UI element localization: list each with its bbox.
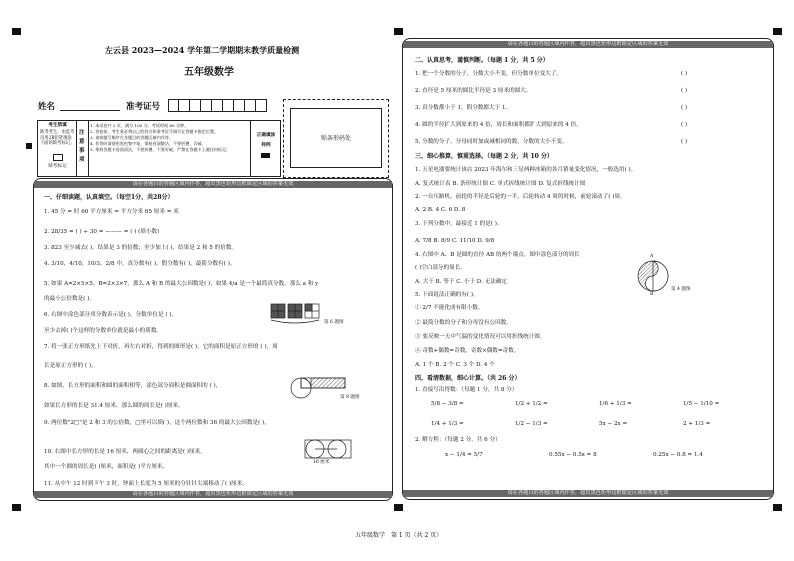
choice-4-options[interactable]: A. 大于 B. 等于 C. 小于 D. 无法确定 bbox=[415, 279, 508, 285]
judge-5: 5. 分数的分子、分母同时加或减相同的数，分数的大小不变。 bbox=[415, 139, 568, 145]
question-3[interactable]: 3. 823 至少减去( )，结果是 3 的倍数；至少加上( )，结果是 2 和 5 的倍数。 bbox=[44, 245, 238, 251]
calc-item[interactable]: 1/5 − 1/10 = bbox=[683, 401, 720, 407]
section-4-title: 四、看清数据，细心计算。（共 26 分） bbox=[415, 375, 521, 382]
question-11[interactable]: 11. 从中午 12 时到下午 3 时，钟面上长度为 5 厘米的分针针尖端移动了( )厘米。 bbox=[44, 481, 248, 487]
exam-title: 左云县 2023—2024 学年第二学期期末教学质量检测 bbox=[105, 45, 300, 55]
question-1[interactable]: 1. 45 分 = 时 60 平方厘米 = 平方分米 65 厘米 = 米 bbox=[44, 209, 179, 215]
choice-1[interactable]: 1. 五星电器要统计该店 2023 年海尔和三星两种冰箱的各月销量变化情况，一般选用( )。 bbox=[415, 167, 637, 173]
choice-4-cont[interactable]: ( )空白部分的周长。 bbox=[415, 265, 466, 271]
page-footer: 五年级数学 第 1 页（共 2 页） bbox=[355, 532, 443, 539]
choice-4[interactable]: 4. 右图中 A、B 是圆的直径 AB 的两个端点，图中涂色部分的周长 bbox=[415, 252, 580, 258]
absent-mark-label: 缺考标记 bbox=[48, 164, 67, 169]
registration-mark bbox=[394, 504, 403, 511]
section-1-title: 一、仔细读题，认真填空。（每空1分，共28分） bbox=[44, 194, 174, 201]
exam-no-boxes[interactable] bbox=[168, 99, 267, 112]
fill-sample-box bbox=[261, 153, 270, 158]
note-item: 4. 作答时请使用黑色签字笔，保持卷面整洁，不要折叠、弄破。 bbox=[90, 141, 206, 146]
judge-5-answer[interactable]: ( ) bbox=[681, 139, 688, 145]
question-8[interactable]: 8. 如图，长方形的面积和圆的面积相等，涂色部分面积是圆面积的 ( )， bbox=[44, 383, 222, 389]
sample-label: 样例 bbox=[261, 143, 271, 148]
calc-item[interactable]: 5x − 2x = bbox=[599, 421, 628, 427]
judge-3: 3. 真分数都小于 1，假分数都大于 1。 bbox=[415, 105, 512, 111]
calc-item[interactable]: 1/2 − 1/3 = bbox=[515, 421, 548, 427]
equation-title: 2. 解方程：（每题 2 分，共 6 分） bbox=[415, 437, 501, 443]
choice-2[interactable]: 2. 一台压路机，前轮的半径是后轮的一半，后轮转动 4 周的时候，前轮滚动了( )周。 bbox=[415, 194, 626, 200]
student-fill-label: 考生禁填 bbox=[48, 123, 67, 128]
choice-5-statement-1: ① 2/7 不能化成有限小数。 bbox=[415, 305, 484, 311]
circle-shaded-figure bbox=[635, 257, 671, 297]
choice-3[interactable]: 3. 下列分数中，最接近 1 的是( )。 bbox=[415, 221, 503, 227]
absent-mark-box[interactable] bbox=[53, 154, 63, 161]
exam-no-label: 准考证号 bbox=[126, 102, 161, 112]
registration-mark bbox=[773, 28, 782, 35]
equation-3[interactable]: 0.25x − 0.8 = 1.4 bbox=[653, 452, 703, 458]
judge-2: 2. 直径是 5 厘米的圆比半径是 3 厘米的圆大。 bbox=[415, 88, 532, 94]
registration-mark bbox=[12, 28, 21, 35]
choice-2-options[interactable]: A. 2 B. 4 C. 6 D. 8 bbox=[415, 207, 466, 213]
point-b-label: B bbox=[650, 292, 654, 297]
choice-5-statement-2: ② 最简分数的分子和分母没有公因数。 bbox=[415, 320, 512, 326]
barcode-label: 贴条形码处 bbox=[320, 135, 351, 142]
judge-1: 1. 把一个分数的分子，分数大小不变，但分数单位变大了。 bbox=[415, 71, 562, 77]
answer-region-notice: 请在各题目的答题区域内作答，超出黑色矩形边框限定区域的答案无效 bbox=[34, 491, 392, 498]
question-10-cont[interactable]: 其中一个圆的周长是( )厘米，面积是( )平方厘米。 bbox=[44, 464, 169, 470]
judge-4-answer[interactable]: ( ) bbox=[681, 122, 688, 128]
question-7-cont[interactable]: 长是原正方形的 ( )。 bbox=[44, 363, 97, 369]
question-2[interactable]: 2. 28/35 = ( ) ÷ 30 = ——— = ( ) (填小数) bbox=[44, 229, 160, 235]
figure-10-caption: 16 厘米 bbox=[313, 460, 330, 465]
two-circles-figure bbox=[304, 439, 356, 465]
question-5[interactable]: 5. 如果 A=2×5×5，B=2×3×7，那么 A 和 B 的最大公因数是( )；如果 4/a 是一个最简真分数，那么 a 和 y bbox=[44, 281, 319, 287]
subject-title: 五年级数学 bbox=[184, 67, 234, 78]
figure-8-caption: 第 8 题图 bbox=[340, 395, 360, 400]
judge-2-answer[interactable]: ( ) bbox=[681, 88, 688, 94]
point-a-label: A bbox=[650, 254, 654, 259]
correct-fill-label: 正确填涂 bbox=[256, 133, 276, 138]
calc-item[interactable]: 1/2 + 1/2 = bbox=[515, 401, 548, 407]
registration-mark bbox=[26, 143, 32, 149]
equation-2[interactable]: 0.55x − 0.5x = 8 bbox=[549, 452, 597, 458]
right-answer-panel bbox=[402, 38, 774, 500]
calc-item[interactable]: 1/4 + 1/3 = bbox=[431, 421, 464, 427]
question-5-cont[interactable]: 的最小公倍数是( )。 bbox=[44, 296, 95, 302]
note-item: 1. 本试卷共 2 页，满分 100 分，考试时间 60 分钟。 bbox=[90, 123, 189, 128]
choice-5-statement-4: ④ 奇数+偶数=奇数，奇数×偶数=奇数。 bbox=[415, 348, 520, 354]
question-6-cont[interactable]: 至少去掉( )个这样的分数单位就是最小的质数。 bbox=[44, 328, 163, 334]
registration-mark bbox=[773, 504, 782, 511]
choice-1-options[interactable]: A. 复式统计表 B. 条形统计图 C. 单式折线统计图 D. 复式折线统计图 bbox=[415, 181, 586, 187]
question-10[interactable]: 10. 右图中长方形的长是 16 厘米，两圆心之间的距离是( )厘米， bbox=[44, 449, 206, 455]
judge-3-answer[interactable]: ( ) bbox=[681, 105, 688, 111]
answer-region-notice: 请在各题目的答题区域内作答，超出黑色矩形边框限定区域的答案无效 bbox=[403, 41, 773, 48]
notice-table bbox=[37, 120, 281, 177]
equation-1[interactable]: x − 1/4 = 5/7 bbox=[445, 452, 483, 458]
barcode-inner-box bbox=[290, 108, 382, 168]
note-item: 5. 保持答题卡卷面清洁，不要折叠、不要弄破，严禁在答题卡上做任何标记。 bbox=[90, 147, 231, 152]
judge-1-answer[interactable]: ( ) bbox=[681, 71, 688, 77]
student-fill-text: 缺考考生，由监考员用2B铅笔填涂下面的缺考标记。 bbox=[40, 130, 75, 146]
section-3-title: 三、细心推算，慎重选择。（每题 2 分，共 10 分） bbox=[415, 153, 553, 160]
calc-item[interactable]: 5/8 − 3/8 = bbox=[431, 401, 464, 407]
student-fill-cell bbox=[38, 121, 77, 176]
question-4[interactable]: 4. 3/10，4/10，10/3，2/8 中，真分数有( )，假分数有( )，最简分数有( )。 bbox=[44, 261, 236, 267]
judge-4: 4. 圆的半径扩大到原来的 4 倍，周长和面积都扩大到原来的 4 倍。 bbox=[415, 122, 582, 128]
question-6[interactable]: 6. 右图中涂色部分用分数表示是( )，分数单位是 ( )， bbox=[44, 312, 178, 318]
figure-6-caption: 第 6 题图 bbox=[324, 320, 344, 325]
choice-5-statement-3: ③ 要反映一天中气温的变化情况可以用折线统计图。 bbox=[415, 334, 546, 340]
fraction-grid-figure bbox=[270, 303, 322, 325]
notes-label-cell bbox=[76, 121, 89, 176]
question-9[interactable]: 9. 两位数"2□"是 2 和 3 的公倍数，□里可以填( )，这个两位数和 36 的最大公因数是( )。 bbox=[44, 420, 270, 426]
calc-item[interactable]: 2 + 1/3 = bbox=[683, 421, 711, 427]
registration-mark bbox=[12, 504, 21, 511]
question-8-cont[interactable]: 如果长方形的长是 31.4 厘米，那么圆的周长是( )厘米。 bbox=[44, 403, 184, 409]
notes-list bbox=[90, 123, 250, 153]
question-7[interactable]: 7. 将一张正方形纸先上下对折，再左右对折，得到的图形是( )，它的面积是原正方形的 ( )，周 bbox=[44, 344, 278, 350]
choice-5-options[interactable]: A. 1 个 B. 2 个 C. 3 个 D. 4 个 bbox=[415, 362, 495, 368]
registration-mark bbox=[394, 28, 403, 35]
choice-5[interactable]: 5. 下面说法正确的有( )。 bbox=[415, 292, 479, 298]
name-field[interactable] bbox=[60, 110, 120, 111]
choice-3-options[interactable]: A. 7/8 B. 8/9 C. 11/10 D. 9/8 bbox=[415, 238, 495, 244]
name-label: 姓名 bbox=[38, 102, 56, 112]
left-answer-panel bbox=[33, 178, 393, 501]
answer-region-notice: 请在各题目的答题区域内作答，超出黑色矩形边框限定区域的答案无效 bbox=[34, 181, 392, 188]
notes-label: 注意事项 bbox=[79, 130, 85, 163]
section-2-title: 二、认真思考，谨慎判断。（每题 1 分，共 5 分） bbox=[415, 57, 549, 64]
correct-fill-cell bbox=[250, 121, 281, 176]
note-item: 2. 答卷前，考生务必将自己的姓名和准考证号填写在答题卡指定位置。 bbox=[90, 129, 219, 134]
answer-region-notice: 请在各题目的答题区域内作答，超出黑色矩形边框限定区域的答案无效 bbox=[403, 490, 773, 497]
barcode-area bbox=[283, 99, 389, 178]
note-item: 3. 请按题号顺序在各题目的答题区域内作答。 bbox=[90, 135, 173, 140]
calc-title: 1. 直接写出得数：（每题 1 分，共 8 分） bbox=[415, 387, 518, 393]
calc-item[interactable]: 1/6 + 1/3 = bbox=[599, 401, 632, 407]
figure-4-caption: 第 4 题图 bbox=[671, 287, 691, 292]
